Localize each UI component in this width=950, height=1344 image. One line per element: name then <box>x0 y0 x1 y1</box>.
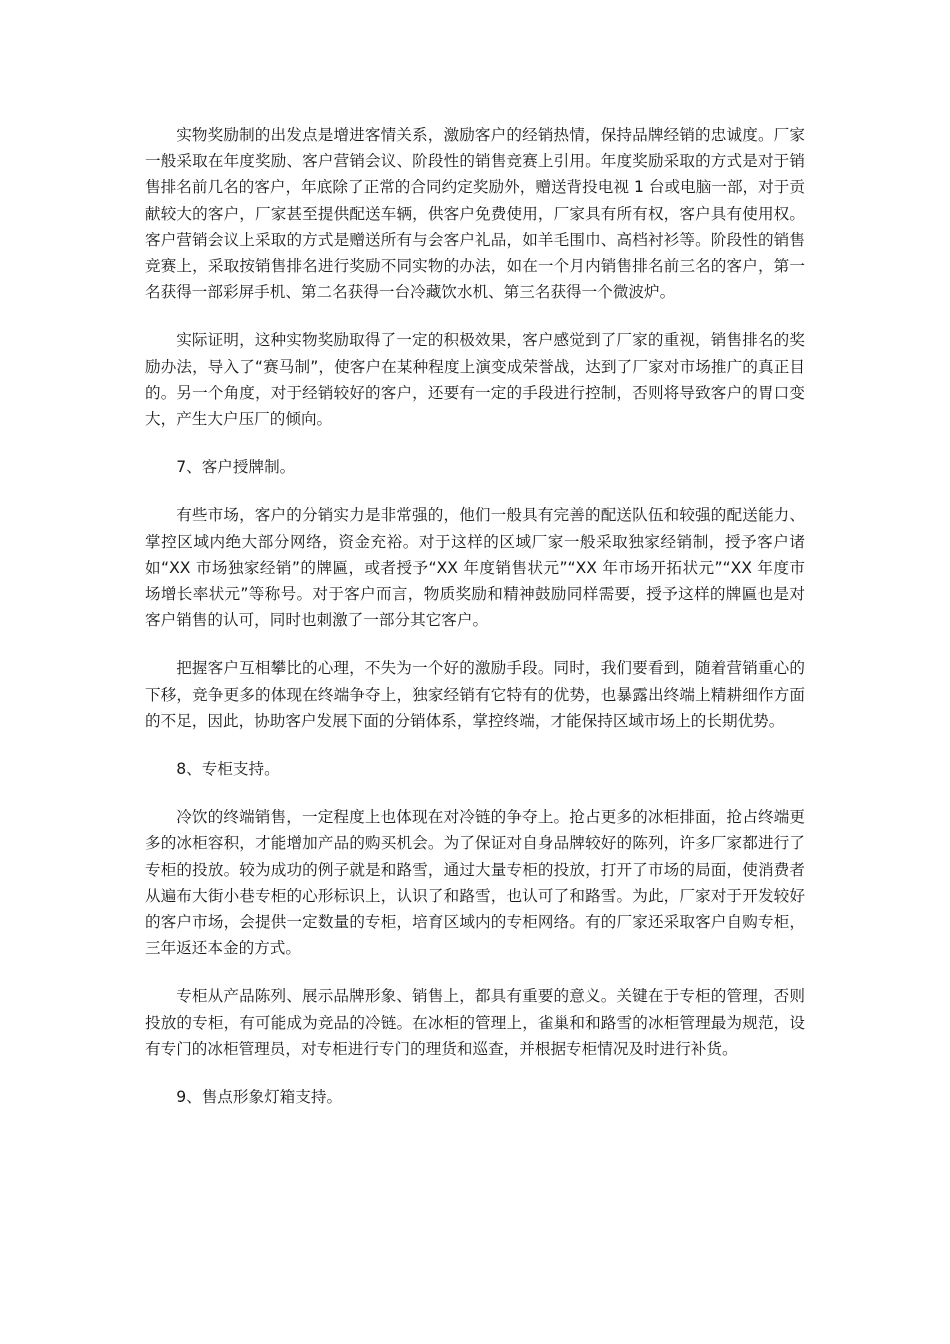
section-heading-9: 9、售点形象灯箱支持。 <box>176 1088 343 1107</box>
paragraph-freezer-management: 专柜从产品陈列、展示品牌形象、销售上，都具有重要的意义。关键在于专柜的管理，否则投放的专柜，有可能成为竞品的冷链。在冰柜的管理上，雀巢和和路雪的冰柜管理最为规范，设有专门的冰柜管理员，对专柜进行专门的理货和巡查，并根据专柜情况及时进行补货。 <box>145 987 805 1058</box>
paragraph-freezer-support: 冷饮的终端销售，一定程度上也体现在对冷链的争夺上。抢占更多的冰柜排面，抢占终端更多的冰柜容积，才能增加产品的购买机会。为了保证对自身品牌较好的陈列，许多厂家都进行了专柜的投放。较为成功的例子就是和路雪，通过大量专柜的投放，打开了市场的局面，使消费者从遍布大街小巷专柜的心形标识上，认识了和路雪，也认可了和路雪。为此，厂家对于开发较好的客户市场，会提供一定数量的专柜，培育区域内的专柜网络。有的厂家还采取客户自购专柜，三年返还本金的方式。 <box>145 808 805 958</box>
paragraph-client-licensing: 有些市场，客户的分销实力是非常强的，他们一般具有完善的配送队伍和较强的配送能力、掌控区域内绝大部分网络，资金充裕。对于这样的区域厂家一般采取独家经销制，授予客户诸如“XX 市场独家经销”的牌匾，或者授予“XX 年度销售状元”“XX 年市场开拓状元”“XX 年度市场增长率状元”等称号。对于客户而言，物质奖励和精神鼓励同样需要，授予这样的牌匾也是对客户销售的认可，同时也刺激了一部分其它客户。 <box>145 506 805 630</box>
paragraph-material-rewards: 实物奖励制的出发点是增进客情关系，激励客户的经销热情，保持品牌经销的忠诚度。厂家一般采取在年度奖励、客户营销会议、阶段性的销售竞赛上引用。年度奖励采取的方式是对于销售排名前几名的客户，年底除了正常的合同约定奖励外，赠送背投电视 1 台或电脑一部，对于贡献较大的客户，厂家甚至提供配送车辆，供客户免费使用，厂家具有所有权，客户具有使用权。客户营销会议上采取的方式是赠送所有与会客户礼品，如羊毛围巾、高档衬衫等。阶段性的销售竞赛上，采取按销售排名进行奖励不同实物的办法，如在一个月内销售排名前三名的客户，第一名获得一部彩屏手机、第二名获得一台冷藏饮水机、第三名获得一个微波炉。 <box>145 126 805 302</box>
paragraph-reward-effect: 实际证明，这种实物奖励取得了一定的积极效果，客户感觉到了厂家的重视，销售排名的奖励办法，导入了“赛马制”，使客户在某种程度上演变成荣誉战，达到了厂家对市场推广的真正目的。另一个角度，对于经销较好的客户，还要有一定的手段进行控制，否则将导致客户的胃口变大，产生大户压厂的倾向。 <box>145 331 805 429</box>
section-heading-7: 7、客户授牌制。 <box>176 458 296 477</box>
document-page <box>145 122 805 1132</box>
section-heading-8: 8、专柜支持。 <box>176 760 280 779</box>
paragraph-comparison-psychology: 把握客户互相攀比的心理，不失为一个好的激励手段。同时，我们要看到，随着营销重心的下移，竞争更多的体现在终端争夺上，独家经销有它特有的优势，也暴露出终端上精耕细作方面的不足，因此，协助客户发展下面的分销体系，掌控终端，才能保持区域市场上的长期优势。 <box>145 659 805 730</box>
